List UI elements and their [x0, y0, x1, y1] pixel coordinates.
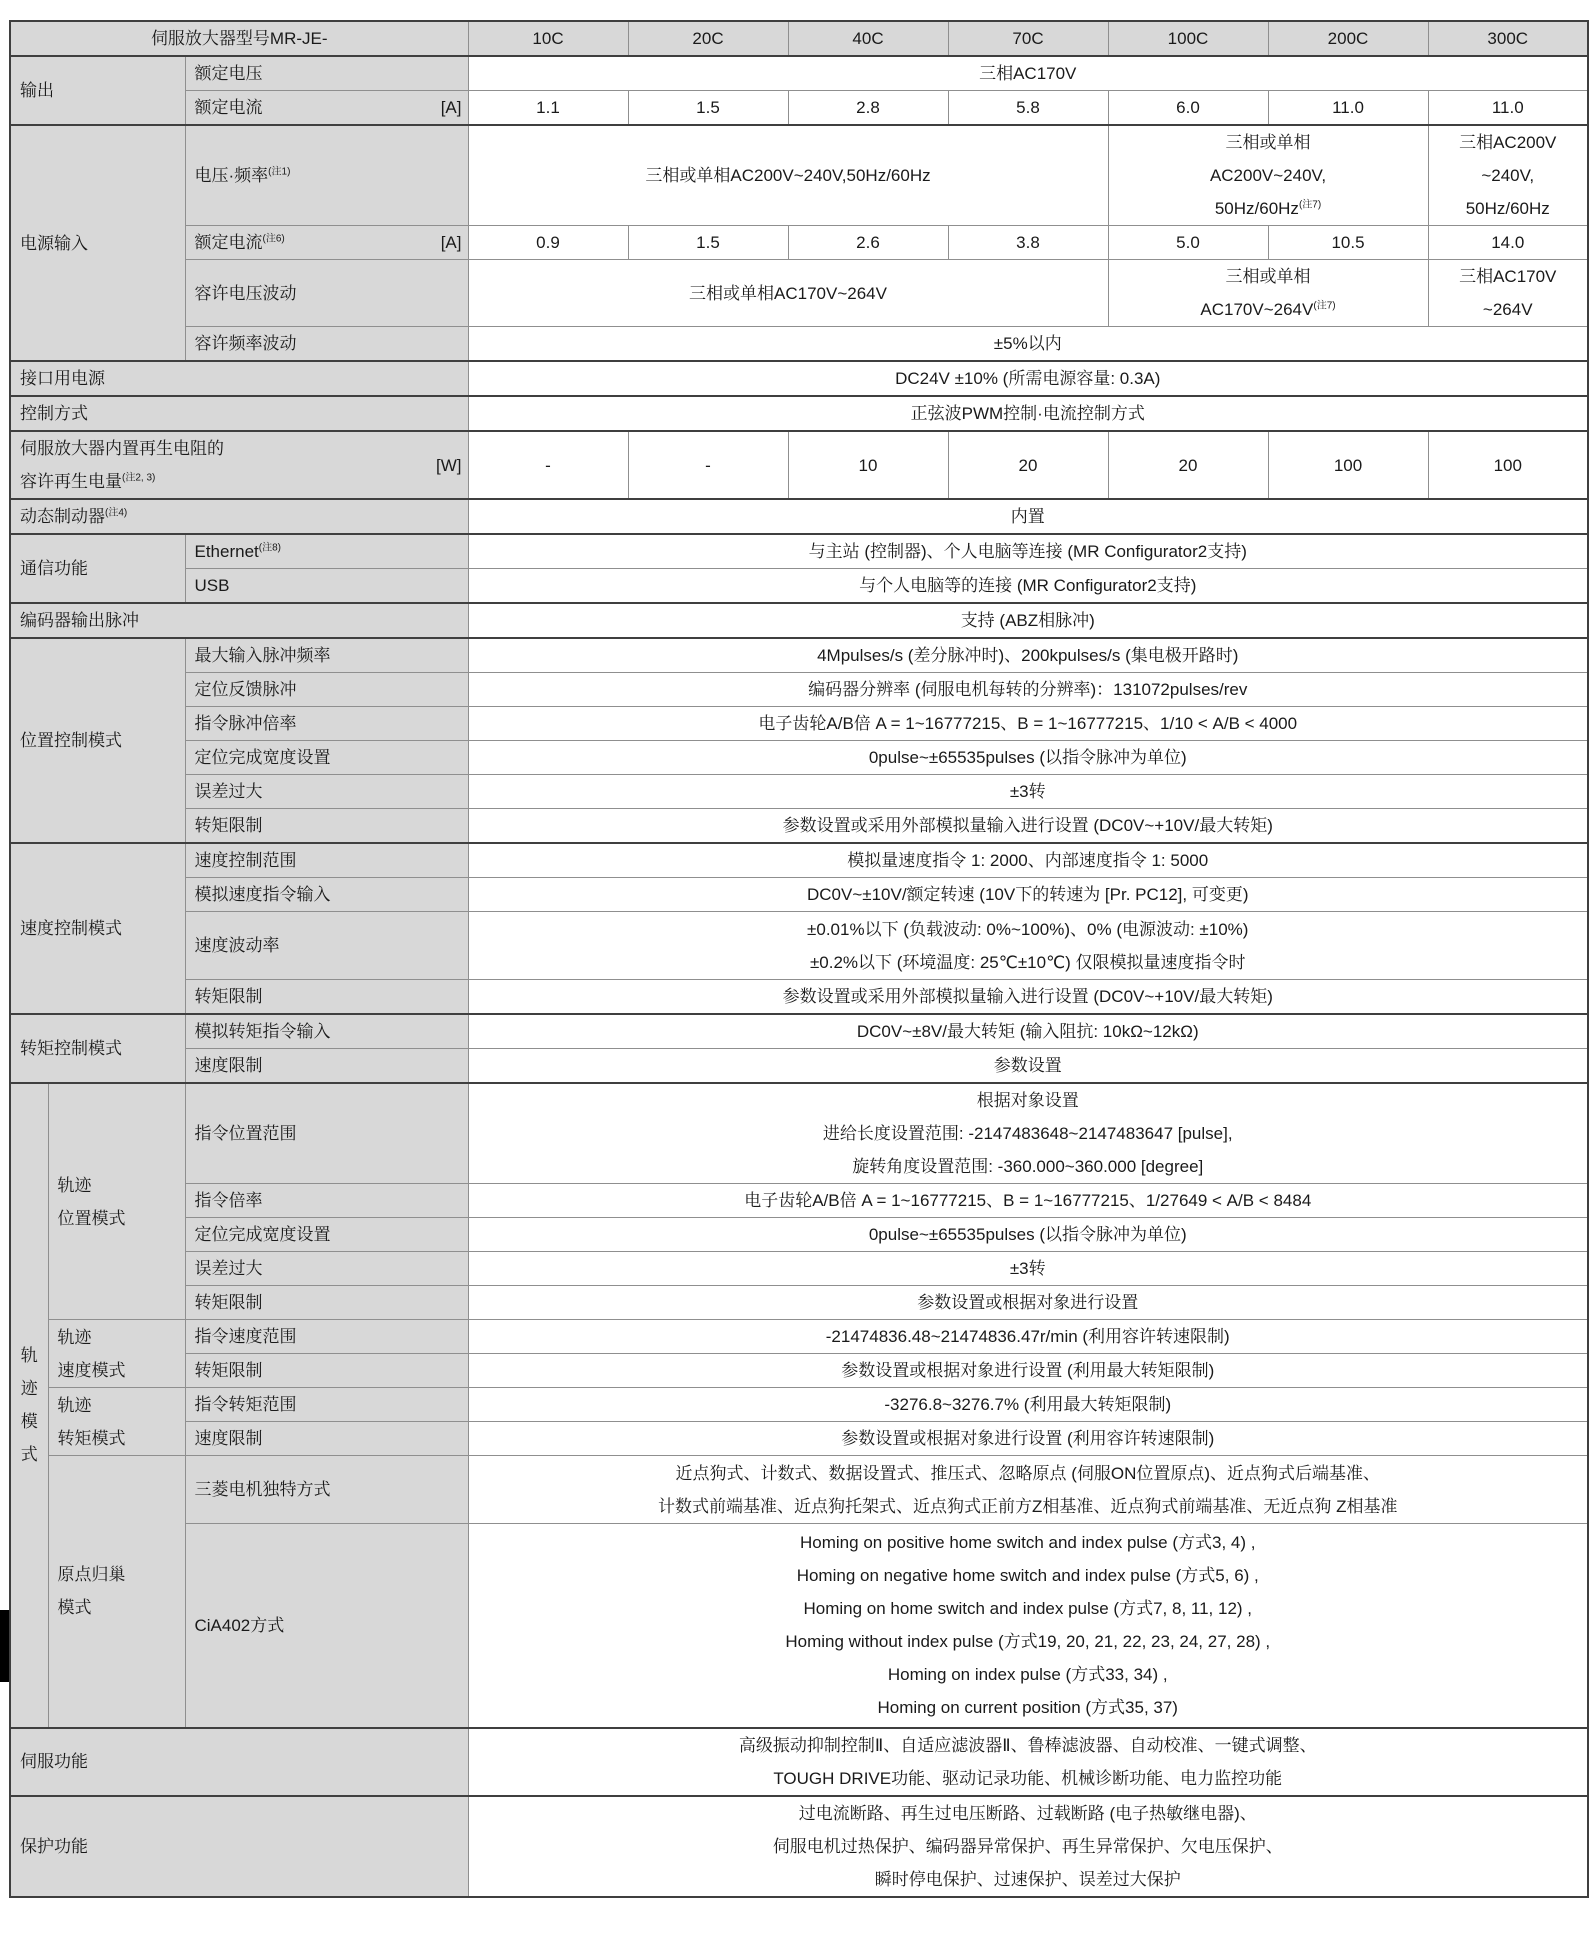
value-cell-r4c7: 14.0 [1428, 226, 1588, 260]
table-row-2 [10, 91, 1588, 126]
value-cell-r11c2: 与主站 (控制器)、个人电脑等连接 (MR Configurator2支持) [468, 534, 1588, 569]
value-cell-r2c5: 6.0 [1108, 91, 1268, 126]
value-cell-r9c3: 10 [788, 431, 948, 499]
table-row-37 [10, 1728, 1588, 1796]
label-cell-r37c0: 伺服功能 [10, 1728, 468, 1796]
table-row-20 [10, 843, 1588, 878]
table-row-6 [10, 327, 1588, 362]
table-row-32 [10, 1354, 1588, 1388]
table-row-7 [10, 361, 1588, 396]
value-cell-r31c2: -21474836.48~21474836.47r/min (利用容许转速限制) [468, 1320, 1588, 1354]
header-cell-r0c4: 70C [948, 21, 1108, 56]
label-cell-r3c1: 电压·频率$^{(注1)}$ [185, 125, 468, 226]
table-row-21 [10, 878, 1588, 912]
table-row-22 [10, 912, 1588, 980]
label-cell-r33c1: 指令转矩范围 [185, 1388, 468, 1422]
value-cell-r1c2: 三相AC170V [468, 56, 1588, 91]
value-cell-r33c2: -3276.8~3276.7% (利用最大转矩限制) [468, 1388, 1588, 1422]
value-cell-r2c6: 11.0 [1268, 91, 1428, 126]
value-cell-r2c4: 5.8 [948, 91, 1108, 126]
value-cell-r21c1: DC0V~±10V/额定转速 (10V下的转速为 [Pr. PC12], 可变更) [468, 878, 1588, 912]
value-cell-r2c7: 11.0 [1428, 91, 1588, 126]
label-cell-r1c1: 额定电压 [185, 56, 468, 91]
page-edge-marker [0, 1610, 9, 1682]
label-cell-r17c0: 定位完成宽度设置 [185, 741, 468, 775]
table-row-3 [10, 125, 1588, 226]
table-row-25 [10, 1049, 1588, 1084]
table-row-15 [10, 673, 1588, 707]
value-cell-r20c2: 模拟量速度指令 1: 2000、内部速度指令 1: 5000 [468, 843, 1588, 878]
label-cell-r6c0: 容许频率波动 [185, 327, 468, 362]
unit-label: [W] [436, 455, 462, 475]
value-cell-r28c1: 0pulse~±65535pulses (以指令脉冲为单位) [468, 1218, 1588, 1252]
value-cell-r9c1: - [468, 431, 628, 499]
value-cell-r18c1: ±3转 [468, 775, 1588, 809]
label-cell-r23c0: 转矩限制 [185, 980, 468, 1015]
value-cell-r17c1: 0pulse~±65535pulses (以指令脉冲为单位) [468, 741, 1588, 775]
table-row-9 [10, 431, 1588, 499]
table-row-26 [10, 1083, 1588, 1184]
label-cell-r8c0: 控制方式 [10, 396, 468, 431]
table-row-4 [10, 226, 1588, 260]
label-cell-r11c0: 通信功能 [10, 534, 185, 603]
value-cell-r5c3: 三相AC170V ~264V [1428, 260, 1588, 327]
value-cell-r8c1: 正弦波PWM控制·电流控制方式 [468, 396, 1588, 431]
spec-table [9, 20, 1589, 1898]
value-cell-r38c1: 过电流断路、再生过电压断路、过载断路 (电子热敏继电器)、 伺服电机过热保护、编码器异常保护、再生异常保护、欠电压保护、 瞬时停电保护、过速保护、误差过大保护 [468, 1796, 1588, 1897]
table-row-33 [10, 1388, 1588, 1422]
label-cell-r24c0: 转矩控制模式 [10, 1014, 185, 1083]
table-row-14 [10, 638, 1588, 673]
value-cell-r14c2: 4Mpulses/s (差分脉冲时)、200kpulses/s (集电极开路时) [468, 638, 1588, 673]
table-row-27 [10, 1184, 1588, 1218]
value-cell-r9c5: 20 [1108, 431, 1268, 499]
label-cell-r35c0: 原点归巢 模式 [48, 1456, 185, 1728]
table-row-5 [10, 260, 1588, 327]
header-cell-r0c6: 200C [1268, 21, 1428, 56]
header-cell-r0c2: 20C [628, 21, 788, 56]
table-row-11 [10, 534, 1588, 569]
label-cell-r30c0: 转矩限制 [185, 1286, 468, 1320]
label-cell-r32c0: 转矩限制 [185, 1354, 468, 1388]
value-cell-r37c1: 高级振动抑制控制Ⅱ、自适应滤波器Ⅱ、鲁棒滤波器、自动校准、一键式调整、 TOUGH DRIVE功能、驱动记录功能、机械诊断功能、电力监控功能 [468, 1728, 1588, 1796]
label-cell-r14c0: 位置控制模式 [10, 638, 185, 843]
label-cell-r9c0: 伺服放大器内置再生电阻的 容许再生电量$^{(注2, 3)}$ [W] [10, 431, 468, 499]
value-cell-r19c1: 参数设置或采用外部模拟量输入进行设置 (DC0V~+10V/最大转矩) [468, 809, 1588, 844]
table-row-13 [10, 603, 1588, 638]
label-cell-r25c0: 速度限制 [185, 1049, 468, 1084]
label-cell-r16c0: 指令脉冲倍率 [185, 707, 468, 741]
table-row-23 [10, 980, 1588, 1015]
label-cell-r36c0: CiA402方式 [185, 1524, 468, 1728]
label-cell-r26c0: 轨 迹 模 式 [10, 1083, 48, 1728]
table-row-17 [10, 741, 1588, 775]
label-cell-r34c0: 速度限制 [185, 1422, 468, 1456]
label-cell-r24c1: 模拟转矩指令输入 [185, 1014, 468, 1049]
table-row-28 [10, 1218, 1588, 1252]
table-row-8 [10, 396, 1588, 431]
label-cell-r18c0: 误差过大 [185, 775, 468, 809]
table-row-29 [10, 1252, 1588, 1286]
header-cell-r0c3: 40C [788, 21, 948, 56]
table-row-24 [10, 1014, 1588, 1049]
unit-label: [A] [440, 98, 462, 117]
header-cell-r0c7: 300C [1428, 21, 1588, 56]
value-cell-r2c1: 1.1 [468, 91, 628, 126]
value-cell-r35c2: 近点狗式、计数式、数据设置式、推压式、忽略原点 (伺服ON位置原点)、近点狗式后端基准、 计数式前端基准、近点狗托架式、近点狗式正前方Z相基准、近点狗式前端基准、无近点狗 Z相基准 [468, 1456, 1588, 1524]
value-cell-r9c7: 100 [1428, 431, 1588, 499]
value-cell-r9c2: - [628, 431, 788, 499]
value-cell-r4c4: 3.8 [948, 226, 1108, 260]
value-cell-r5c2: 三相或单相 $AC170V\sim 264V^{(注7)}$ [1108, 260, 1428, 327]
label-cell-r29c0: 误差过大 [185, 1252, 468, 1286]
value-cell-r30c1: 参数设置或根据对象进行设置 [468, 1286, 1588, 1320]
label-cell-r28c0: 定位完成宽度设置 [185, 1218, 468, 1252]
label-cell-r20c0: 速度控制模式 [10, 843, 185, 1014]
value-cell-r3c3: 三相或单相 AC200V~240V, $50Hz/60Hz^{(注7)}$ [1108, 125, 1428, 226]
table-row-12 [10, 569, 1588, 604]
value-cell-r10c1: 内置 [468, 499, 1588, 534]
value-cell-r34c1: 参数设置或根据对象进行设置 (利用容许转速限制) [468, 1422, 1588, 1456]
value-cell-r4c2: 1.5 [628, 226, 788, 260]
value-cell-r7c1: DC24V ±10% (所需电源容量: 0.3A) [468, 361, 1588, 396]
table-row-30 [10, 1286, 1588, 1320]
value-cell-r25c1: 参数设置 [468, 1049, 1588, 1084]
value-cell-r4c3: 2.6 [788, 226, 948, 260]
table-row-1 [10, 56, 1588, 91]
table-row-34 [10, 1422, 1588, 1456]
label-cell-r31c1: 指令速度范围 [185, 1320, 468, 1354]
table-row-38 [10, 1796, 1588, 1897]
label-cell-r12c0: USB [185, 569, 468, 604]
value-cell-r9c6: 100 [1268, 431, 1428, 499]
spec-table-body [10, 21, 1588, 1897]
value-cell-r16c1: 电子齿轮A/B倍 A = 1~16777215、B = 1~16777215、1/10 < A/B < 4000 [468, 707, 1588, 741]
label-cell-r3c0: 电源输入 [10, 125, 185, 361]
value-cell-r26c3: 根据对象设置 进给长度设置范围: -2147483648~2147483647 [pulse], 旋转角度设置范围: -360.000~360.000 [degree] [468, 1083, 1588, 1184]
value-cell-r6c1: ±5%以内 [468, 327, 1588, 362]
value-cell-r36c1: Homing on positive home switch and index pulse (方式3, 4) , Homing on negative home switch and index pulse (方式5, 6) , Homing on home switch and index pulse (方式7, 8, 11, 12) , Homing without index pulse (方式19, 20, 21, 22, 23, 24, 27, 28) , Homing on index pulse (方式33, 34) , Homing on current position (方式35, 37) [468, 1524, 1588, 1728]
label-cell-r21c0: 模拟速度指令输入 [185, 878, 468, 912]
table-row-16 [10, 707, 1588, 741]
value-cell-r4c5: 5.0 [1108, 226, 1268, 260]
value-cell-r12c1: 与个人电脑等的连接 (MR Configurator2支持) [468, 569, 1588, 604]
table-row-35 [10, 1456, 1588, 1524]
value-cell-r4c1: 0.9 [468, 226, 628, 260]
label-cell-r20c1: 速度控制范围 [185, 843, 468, 878]
label-cell-r31c0: 轨迹 速度模式 [48, 1320, 185, 1388]
label-cell-r33c0: 轨迹 转矩模式 [48, 1388, 185, 1456]
value-cell-r23c1: 参数设置或采用外部模拟量输入进行设置 (DC0V~+10V/最大转矩) [468, 980, 1588, 1015]
header-cell-r0c5: 100C [1108, 21, 1268, 56]
value-cell-r4c6: 10.5 [1268, 226, 1428, 260]
label-cell-r4c0: 额定电流$^{(注6)}$ [A] [185, 226, 468, 260]
table-row-31 [10, 1320, 1588, 1354]
value-cell-r22c1: ±0.01%以下 (负载波动: 0%~100%)、0% (电源波动: ±10%) ±0.2%以下 (环境温度: 25℃±10℃) 仅限模拟量速度指令时 [468, 912, 1588, 980]
label-cell-r11c1: Ethernet$^{(注8)}$ [185, 534, 468, 569]
table-row-0 [10, 21, 1588, 56]
unit-label: [A] [440, 233, 462, 252]
value-cell-r15c1: 编码器分辨率 (伺服电机每转的分辨率)：131072pulses/rev [468, 673, 1588, 707]
label-cell-r27c0: 指令倍率 [185, 1184, 468, 1218]
table-row-36 [10, 1524, 1588, 1728]
label-cell-r26c1: 轨迹 位置模式 [48, 1083, 185, 1320]
label-cell-r5c0: 容许电压波动 [185, 260, 468, 327]
label-cell-r19c0: 转矩限制 [185, 809, 468, 844]
value-cell-r13c1: 支持 (ABZ相脉冲) [468, 603, 1588, 638]
label-cell-r26c2: 指令位置范围 [185, 1083, 468, 1184]
label-cell-r14c1: 最大输入脉冲频率 [185, 638, 468, 673]
header-cell-r0c1: 10C [468, 21, 628, 56]
value-cell-r32c1: 参数设置或根据对象进行设置 (利用最大转矩限制) [468, 1354, 1588, 1388]
value-cell-r5c1: 三相或单相AC170V~264V [468, 260, 1108, 327]
table-row-18 [10, 775, 1588, 809]
label-cell-r10c0: 动态制动器$^{(注4)}$ [10, 499, 468, 534]
value-cell-r27c1: 电子齿轮A/B倍 A = 1~16777215、B = 1~16777215、1/27649 < A/B < 8484 [468, 1184, 1588, 1218]
label-cell-r22c0: 速度波动率 [185, 912, 468, 980]
label-cell-r35c1: 三菱电机独特方式 [185, 1456, 468, 1524]
value-cell-r29c1: ±3转 [468, 1252, 1588, 1286]
label-cell-r13c0: 编码器输出脉冲 [10, 603, 468, 638]
table-row-19 [10, 809, 1588, 844]
value-cell-r2c3: 2.8 [788, 91, 948, 126]
label-cell-r1c0: 输出 [10, 56, 185, 125]
value-cell-r24c2: DC0V~±8V/最大转矩 (输入阻抗: 10kΩ~12kΩ) [468, 1014, 1588, 1049]
page [0, 20, 1590, 1948]
value-cell-r3c2: 三相或单相AC200V~240V,50Hz/60Hz [468, 125, 1108, 226]
value-cell-r3c4: 三相AC200V ~240V, 50Hz/60Hz [1428, 125, 1588, 226]
value-cell-r2c2: 1.5 [628, 91, 788, 126]
label-cell-r7c0: 接口用电源 [10, 361, 468, 396]
table-row-10 [10, 499, 1588, 534]
value-cell-r9c4: 20 [948, 431, 1108, 499]
header-cell-r0c0: 伺服放大器型号MR-JE- [10, 21, 468, 56]
label-cell-r15c0: 定位反馈脉冲 [185, 673, 468, 707]
label-cell-r38c0: 保护功能 [10, 1796, 468, 1897]
label-cell-r2c0: 额定电流 [A] [185, 91, 468, 126]
